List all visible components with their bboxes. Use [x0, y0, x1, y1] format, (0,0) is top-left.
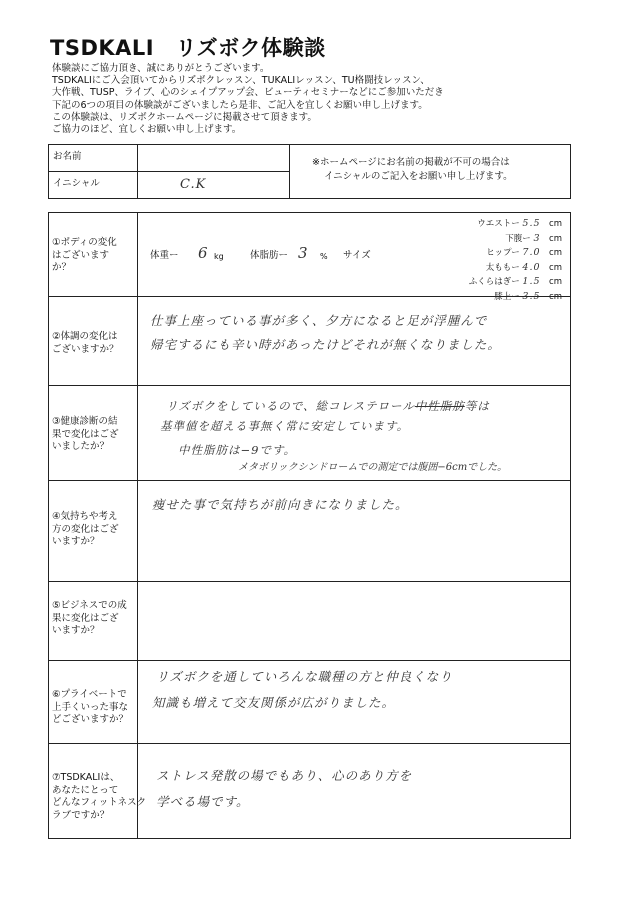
initial-label-cell: [48, 171, 138, 199]
measurement-row: 膝上ー 3.5 cm: [494, 290, 562, 302]
measurement-row: ウエストー 5.5 cm: [477, 218, 562, 229]
q3-answer-cell[interactable]: [137, 385, 571, 481]
q2-label-cell: [48, 296, 138, 386]
question-label: ⑥プライベートで 上手くいった事な どございますか？: [52, 689, 129, 725]
intro-line: 体験談にご協力頂き、誠にありがとうございます。: [52, 63, 270, 74]
fat-value[interactable]: 3: [298, 244, 309, 262]
page-title: TSDKALI リズボク体験談: [50, 36, 326, 60]
intro-line: この体験談は、リズボクホームページに掲載させて頂きます。: [52, 111, 317, 123]
q6-answer-cell[interactable]: [137, 660, 571, 744]
weight-value[interactable]: 6: [198, 244, 209, 262]
answer-line: ストレス発散の場でもあり、心のあり方を: [156, 768, 413, 783]
intro-line: 大作戦、TUSP、ライブ、心のシェイプアップ会、ビューティセミナーなどにご参加いただき: [52, 87, 444, 99]
initial-field[interactable]: [137, 171, 290, 199]
measurement-row: ふくらはぎー 1.5 cm: [468, 276, 562, 287]
answer-line: 学べる場です。: [156, 794, 250, 809]
intro-line: 下記の6つの項目の体験談がございましたら是非、ご記入を宜しくお願い申し上げます。: [52, 99, 428, 111]
q4-label-cell: [48, 480, 138, 582]
measurement-row: ヒップー 7.0 cm: [486, 247, 562, 258]
q5-answer-cell[interactable]: [137, 581, 571, 661]
measurement-row: 下腹ー 3 cm: [505, 232, 562, 244]
q2-answer-cell[interactable]: [137, 296, 571, 386]
question-label: ③健康診断の結 果で変化はござ いましたか？: [52, 416, 119, 452]
weight-label: 体重ー: [150, 250, 179, 261]
answer-line: 帰宅するにも辛い時があったけどそれが無くなりました。: [150, 337, 501, 352]
question-label: ①ボディの変化 はございます か？: [52, 237, 117, 273]
q7-label-cell: [48, 743, 147, 839]
notice-line: ※ホームページにお名前の掲載が不可の場合は: [312, 157, 510, 168]
answer-line: 基準値を超える事無く常に安定しています。: [160, 419, 410, 433]
answer-line: 痩せた事で気持ちが前向きになりました。: [152, 497, 409, 512]
initial-value: C.K: [180, 177, 207, 192]
answer-line: 仕事上座っている事が多く、夕方になると足が浮腫んで: [150, 313, 488, 328]
intro-line: TSDKALIにご入会頂いてからリズボクレッスン、TUKALIレッスン、TU格闘技レッスン、: [52, 75, 430, 87]
struck-text: 中性脂肪: [414, 399, 465, 413]
question-label: ④気持ちや考え 方の変化はござ いますか？: [52, 511, 119, 547]
answer-line: リズボクを通していろんな職種の方と仲良くなり: [156, 669, 453, 684]
size-label: サイズ: [343, 250, 371, 261]
measurement-list: [469, 217, 562, 304]
notice-cell: [289, 144, 571, 199]
fat-unit: %: [320, 252, 328, 261]
q6-label-cell: [48, 660, 138, 744]
fat-label: 体脂肪ー: [250, 250, 289, 261]
q3-label-cell: [48, 385, 138, 481]
initial-label: イニシャル: [53, 178, 100, 189]
question-label: ②体調の変化は ございますか？: [52, 331, 119, 355]
name-field[interactable]: [137, 144, 290, 172]
question-label: ⑦TSDKALIは、 あなたにとって どんなフィットネスク ラブですか？: [52, 772, 147, 821]
name-label-cell: [48, 144, 138, 172]
q4-answer-cell[interactable]: [137, 480, 571, 582]
intro-line: ご協力のほど、宜しくお願い申し上げます。: [52, 124, 242, 136]
intro-text: [52, 63, 444, 136]
answer-line: 知識も増えて交友関係が広がりました。: [152, 695, 396, 710]
q5-label-cell: [48, 581, 138, 661]
answer-line: 中性脂肪は−9です。: [178, 443, 297, 457]
question-label: ⑤ビジネスでの成 果に変化はござ いますか？: [52, 600, 127, 636]
body-label-cell: [48, 212, 138, 297]
body-answer-cell: [137, 212, 571, 302]
notice-line: イニシャルのご記入をお願い申し上げます。: [324, 171, 513, 182]
answer-line: メタボリックシンドロームでの測定では腹囲−6cmでした。: [238, 462, 508, 473]
weight-unit: kg: [214, 252, 224, 261]
name-label: お名前: [53, 151, 82, 162]
answer-line: リズボクをしているので、総コレステロール中性脂肪等は: [166, 399, 490, 413]
q7-answer-cell[interactable]: [137, 743, 571, 839]
measurement-row: 太ももー 4.0 cm: [485, 261, 562, 273]
